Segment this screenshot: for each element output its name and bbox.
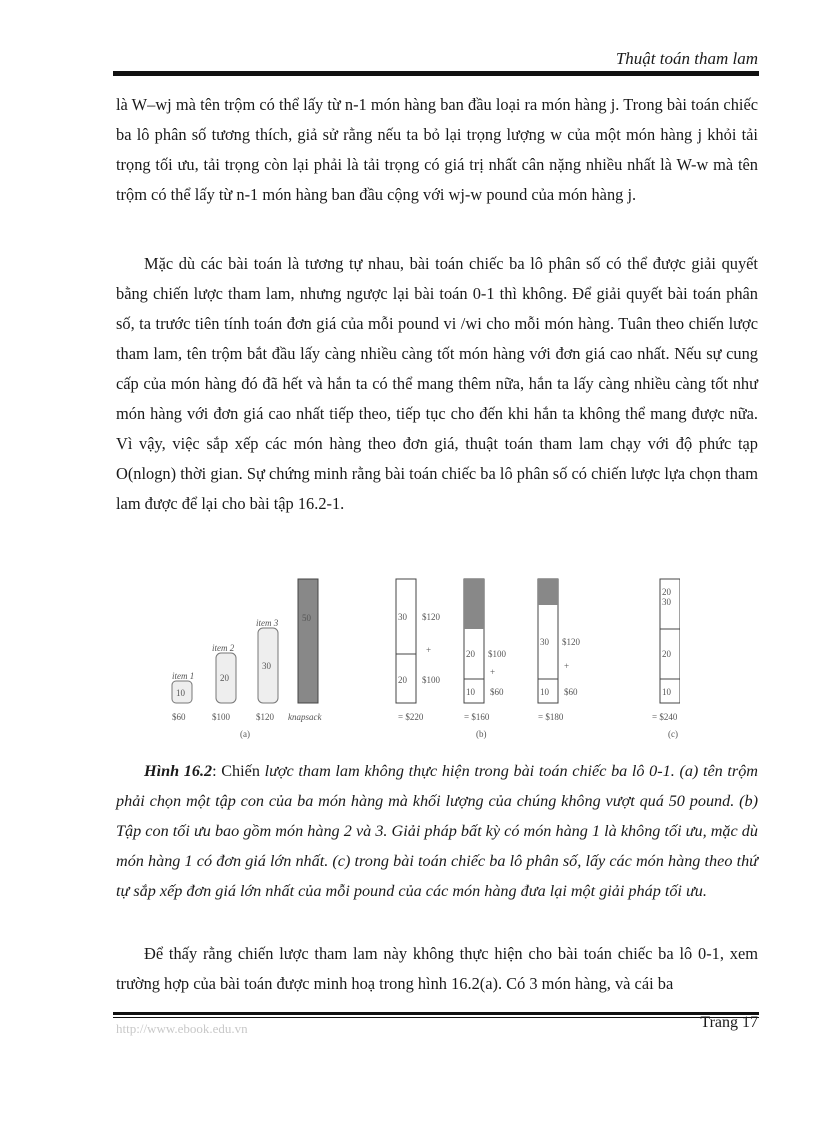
b1-item3-price: $120	[422, 612, 440, 622]
knapsack-label: knapsack	[288, 712, 322, 722]
c-item2-weight: 20	[662, 649, 671, 659]
paragraph-1: là W–wj mà tên trộm có thể lấy từ n-1 món hàng ban đầu loại ra món hàng j. Trong bài toán chiếc ba lô phân số tương thích, giả sử rằng nếu ta bỏ lại trọng lượng w của một món hàng j khỏi tải trọng tối ưu, tải trọng còn lại phải là tải trọng có giá trị nhất cân nặng nhiều nhất là W-w mà tên trộm có thể lấy từ n-1 món hàng ban đầu cộng với wj-w pound của món hàng j.	[116, 95, 758, 204]
b3-item1-price: $60	[564, 687, 578, 697]
b1-item2-weight: 20	[398, 675, 407, 685]
panel-b-label: (b)	[476, 729, 487, 739]
panel-c-label: (c)	[668, 729, 678, 739]
b2-item2-weight: 20	[466, 649, 475, 659]
knapsack-box	[298, 579, 318, 703]
knapsack-capacity: 50	[302, 613, 311, 623]
paragraph-2: Mặc dù các bài toán là tương tự nhau, bài toán chiếc ba lô phân số có thể được giải quyết bằng chiến lược tham lam, nhưng ngược lại bài toán 0-1 thì không. Để giải quyết bài toán phân số, ta trước tiên tính toán đơn giá của mỗi pound vi /wi cho mỗi món hàng. Tuân theo chiến lược tham lam, tên trộm bắt đầu lấy càng nhiều càng tốt món hàng với đơn giá cao nhất. Nếu sự cung cấp của món hàng đó đã hết và hắn ta có thể mang thêm nữa, hắn ta lấy càng nhiều càng tốt như món hàng với đơn giá cao nhất tiếp theo, tiếp tục cho đến khi hắn ta không thể mang được nữa. Vì vậy, việc sắp xếp các món hàng theo đơn giá, thuật toán tham lam chạy với độ phức tạp O(nlogn) thời gian. Sự chứng minh rằng bài toán chiếc ba lô phân số có chiến lược lựa chọn tham lam được để lại cho bài tập 16.2-1.	[116, 254, 758, 513]
caption-first-word: Chiến	[221, 762, 260, 780]
b1-item2-price: $100	[422, 675, 440, 685]
item2-label: item 2	[212, 643, 235, 653]
b3-total: = $180	[538, 712, 564, 722]
item2-price: $100	[212, 712, 230, 722]
c-total: = $240	[652, 712, 678, 722]
figure-16-2	[160, 575, 680, 747]
b1-item3-weight: 30	[398, 612, 407, 622]
caption-text: lược tham lam không thực hiện trong bài toán chiếc ba lô 0-1. (a) tên trộm phải chọn một tập con của ba món hàng mà khối lượng của chúng không vượt quá 50 pound. (b) Tập con tối ưu bao gồm món hàng 2 và 3. Giải pháp bất kỳ có món hàng 1 là không tối ưu, mặc dù món hàng 1 có đơn giá lớn nhất. (c) trong bài toán chiếc ba lô phân số, lấy các món hàng theo thứ tự sắp xếp đơn giá lớn nhất của mỗi pound của các món hàng đưa lại một giải pháp tối ưu.	[116, 762, 758, 900]
item3-label: item 3	[256, 618, 279, 628]
running-header-title: Thuật toán tham lam	[615, 49, 758, 68]
figure-caption	[116, 756, 758, 906]
b1-plus: +	[426, 645, 432, 655]
footer-rule	[113, 1012, 759, 1015]
c-item3-frac: 20	[662, 587, 671, 597]
footer-url: http://www.ebook.edu.vn	[116, 1021, 248, 1036]
item3-weight: 30	[262, 661, 271, 671]
c-item3-frac2: 30	[662, 597, 671, 607]
b2-item2-price: $100	[488, 649, 506, 659]
header-rule	[113, 71, 759, 76]
item1-weight: 10	[176, 688, 185, 698]
item1-label: item 1	[172, 671, 195, 681]
b2-item1-price: $60	[490, 687, 504, 697]
paragraph-3: Để thấy rằng chiến lược tham lam này không thực hiện cho bài toán chiếc ba lô 0-1, xem trường hợp của bài toán được minh hoạ trong hình 16.2(a). Có 3 món hàng, và cái ba	[116, 944, 758, 993]
b3-item3-weight: 30	[540, 637, 549, 647]
item2-weight: 20	[220, 673, 229, 683]
footer-rule-thin	[113, 1017, 759, 1018]
caption-label: Hình 16.2	[144, 762, 213, 780]
caption-colon: :	[212, 762, 222, 780]
item3-price: $120	[256, 712, 274, 722]
b2-plus: +	[490, 667, 496, 677]
c-item1-weight: 10	[662, 687, 671, 697]
page-number: Trang 17	[700, 1014, 758, 1031]
b2-total: = $160	[464, 712, 490, 722]
b3-item3-price: $120	[562, 637, 580, 647]
item1-price: $60	[172, 712, 186, 722]
panel-a-label: (a)	[240, 729, 250, 739]
b1-total: = $220	[398, 712, 424, 722]
b3-plus: +	[564, 661, 570, 671]
b3-item1-weight: 10	[540, 687, 549, 697]
b2-item1-weight: 10	[466, 687, 475, 697]
